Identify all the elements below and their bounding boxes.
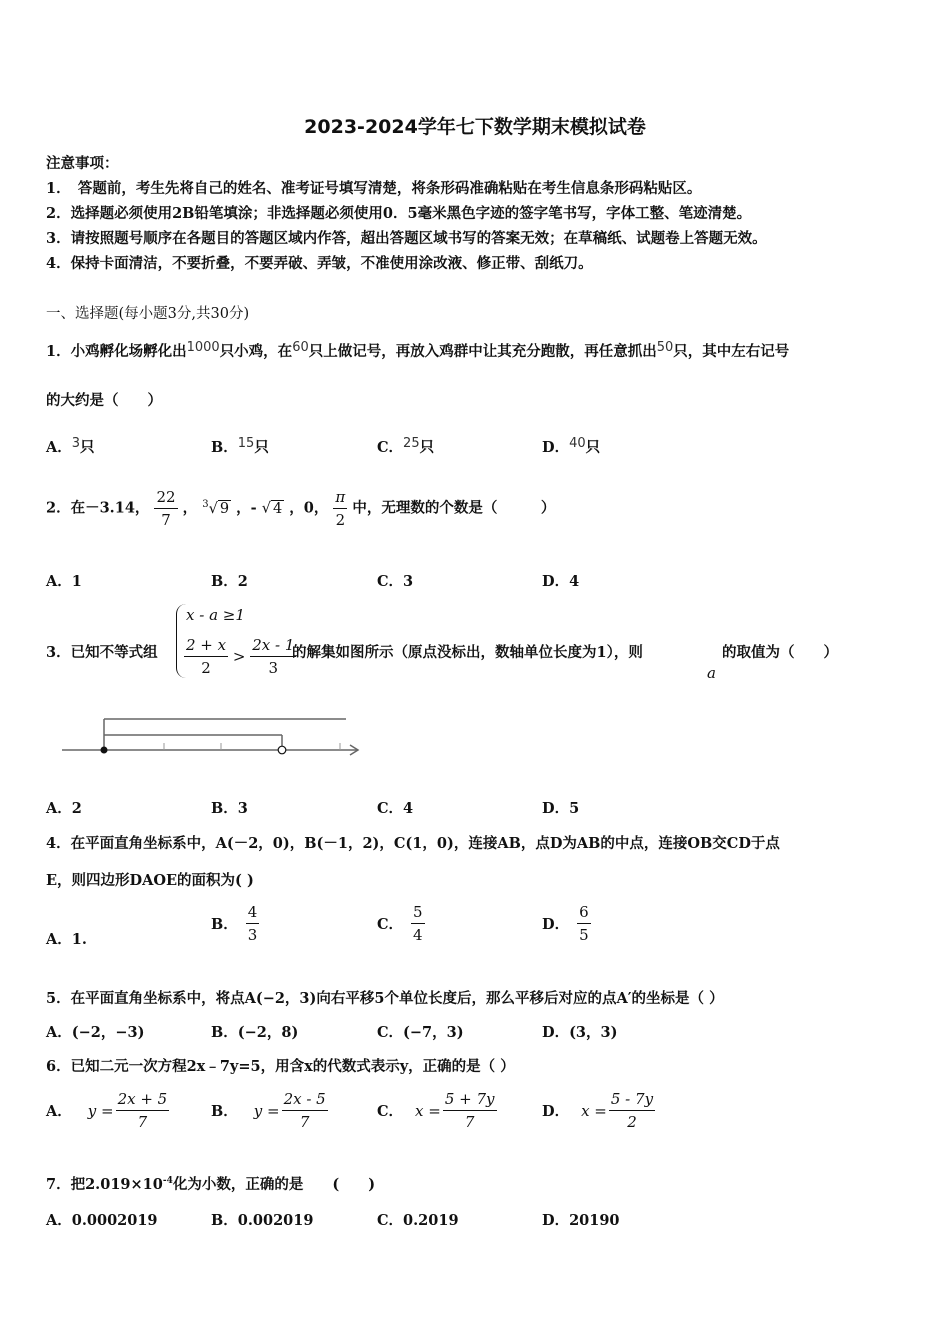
- q7-stem: 7．把$2.019\times 10^{-4}$化为小数，正确的是 ( ): [46, 1176, 376, 1193]
- notice-item-4: 4．保持卡面清洁，不要折叠，不要弄破、弄皱，不准使用涂改液、修正带、刮纸刀。: [46, 255, 593, 272]
- q3-suffix2: 的取值为（ ）: [722, 644, 838, 661]
- q1-number-50: 50: [656, 340, 674, 355]
- section-heading: 一、选择题(每小题3分,共30分): [46, 306, 250, 322]
- q1-stem: 1．小鸡孵化场孵化出1000只小鸡，在60只上做记号，再放入鸡群中让其充分跑散，再任意抓出50只，其中左右记号: [46, 340, 790, 360]
- q5-stem: 5．在平面直角坐标系中，将点A(−2，3)向右平移5个单位长度后，那么平移后对应的点A′的坐标是（ ）: [46, 990, 724, 1007]
- q1-option-c[interactable]: C．25只: [377, 436, 435, 456]
- q3-number-line: [56, 712, 366, 762]
- q1-option-b[interactable]: B．15只: [211, 436, 269, 456]
- q2-square-root: √ 4: [261, 500, 283, 517]
- q1-number-60: 60: [292, 340, 309, 355]
- q6-stem: 6．已知二元一次方程2x﹣7y=5，用含x的代数式表示y，正确的是（ ）: [46, 1058, 515, 1075]
- q7-option-a[interactable]: A．0.0002019: [46, 1212, 158, 1229]
- q4-stem-line2: E，则四边形DAOE的面积为( ): [46, 872, 254, 889]
- notice-item-1: 1． 答题前，考生先将自己的姓名、准考证号填写清楚，将条形码准确粘贴在考生信息条形码粘贴区。: [46, 180, 702, 197]
- q2-fraction-22-7: $\frac{22}{7}$: [156, 488, 176, 529]
- q5-option-c[interactable]: C．(−7，3): [377, 1024, 464, 1041]
- q3-option-a[interactable]: A．2: [46, 800, 82, 817]
- q3-option-d[interactable]: D．5: [542, 800, 580, 817]
- q6-option-a[interactable]: A． y = $\frac{2x + 5}{7}$: [46, 1090, 168, 1131]
- q3-suffix: 的解集如图所示（原点没标出，数轴单位长度为1），则: [292, 644, 643, 661]
- q7-option-b[interactable]: B．0.002019: [211, 1212, 314, 1229]
- q6-option-b[interactable]: B． y = $\frac{2x - 5}{7}$: [211, 1090, 326, 1131]
- q5-option-a[interactable]: A．(−2，−3): [46, 1024, 145, 1041]
- q1-option-d[interactable]: D．40只: [542, 436, 601, 456]
- q1-stem-line2: 的大约是（ ）: [46, 392, 162, 409]
- q4-option-b[interactable]: B． $\frac{4}{3}$: [211, 903, 258, 944]
- q3-option-b[interactable]: B．3: [211, 800, 248, 817]
- q7-option-d[interactable]: D．20190: [542, 1212, 620, 1229]
- q2-option-d[interactable]: D．4: [542, 573, 580, 590]
- q1-number-1000: 1000: [186, 340, 220, 355]
- q4-option-c[interactable]: C． $\frac{5}{4}$: [377, 903, 423, 944]
- q4-option-a[interactable]: A．1.: [46, 931, 87, 948]
- q3-prefix: 3．已知不等式组: [46, 644, 158, 661]
- q6-option-c[interactable]: C． x = $\frac{5 + 7y}{7}$: [377, 1090, 495, 1131]
- q3-option-c[interactable]: C．4: [377, 800, 414, 817]
- notice-heading: 注意事项：: [46, 155, 119, 172]
- q2-fraction-pi-2: $\frac{\pi}{2}$: [335, 488, 346, 529]
- q5-option-d[interactable]: D．(3，3): [542, 1024, 618, 1041]
- notice-item-2: 2．选择题必须使用2B铅笔填涂；非选择题必须使用0．5毫米黑色字迹的签字笔书写，字体工整、笔迹清楚。: [46, 205, 752, 222]
- q4-stem: 4．在平面直角坐标系中，A(－2，0)，B(－1，2)，C(1，0)，连接AB，点D为AB的中点，连接OB交CD于点: [46, 835, 780, 852]
- notice-item-3: 3．请按照题号顺序在各题目的答题区域内作答，超出答题区域书写的答案无效；在草稿纸、试题卷上答题无效。: [46, 230, 767, 247]
- q2-option-a[interactable]: A．1: [46, 573, 82, 590]
- q2-stem: 2．在－3.14， $\frac{22}{7}$ ， $^3$√ 9 ，- √ 4 ，0， $\frac{\pi}{2}$ 中，无理数的个数是（ ）: [46, 488, 556, 529]
- q5-option-b[interactable]: B．(−2，8): [211, 1024, 299, 1041]
- q2-option-c[interactable]: C．3: [377, 573, 414, 590]
- q3-inequality-1: x - a ≥1: [186, 606, 245, 624]
- page-title: 2023-2024学年七下数学期末模拟试卷: [304, 116, 646, 138]
- q4-option-d[interactable]: D． $\frac{6}{5}$: [542, 903, 589, 944]
- q7-option-c[interactable]: C．0.2019: [377, 1212, 459, 1229]
- q3-variable-a: a: [707, 664, 716, 682]
- q1-option-a[interactable]: A．3只: [46, 436, 95, 456]
- q6-option-d[interactable]: D． x = $\frac{5 - 7y}{2}$: [542, 1090, 654, 1131]
- q2-cube-root: $^3$√ 9: [202, 498, 230, 517]
- q2-option-b[interactable]: B．2: [211, 573, 248, 590]
- q3-inequality-2: $\frac{2 + x}{2}$ > $\frac{2x - 1}{3}$: [186, 636, 295, 677]
